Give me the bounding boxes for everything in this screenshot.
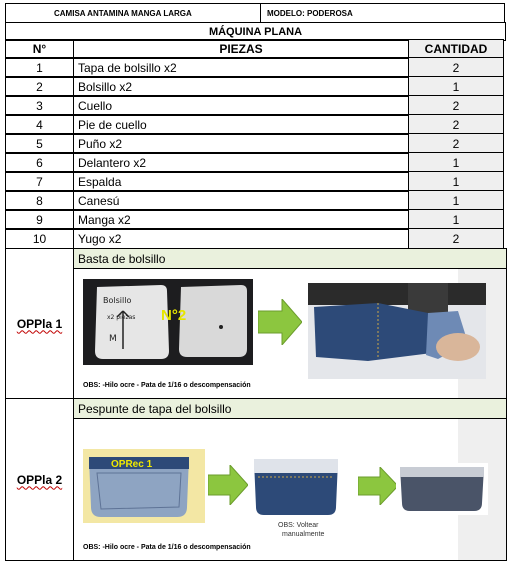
operation-title: Pespunte de tapa del bolsillo [74, 399, 506, 419]
item-num: 7 [5, 171, 74, 192]
pocket-sewn-illustration [250, 455, 342, 521]
item-num: 2 [5, 76, 74, 97]
operation-block [6, 249, 507, 399]
table-row [6, 153, 504, 173]
pocket-sewn-photo [250, 455, 342, 521]
item-piece: Delantero x2 [73, 152, 409, 173]
piece-label: OPRec 1 [111, 459, 153, 470]
item-num: 9 [5, 209, 74, 230]
operation-title: Basta de bolsillo [74, 249, 506, 269]
item-piece: Bolsillo x2 [73, 76, 409, 97]
col-pieces-header: PIEZAS [73, 39, 409, 59]
machine-title: MÁQUINA PLANA [5, 22, 506, 41]
item-piece: Espalda [73, 171, 409, 192]
item-qty: 1 [408, 171, 504, 192]
item-piece: Tapa de bolsillo x2 [73, 57, 409, 78]
item-piece: Manga x2 [73, 209, 409, 230]
sketch-count: x2 piezas [107, 314, 136, 321]
table-row [6, 191, 504, 211]
item-qty: 2 [408, 133, 504, 154]
pattern-photo [83, 279, 253, 365]
note-line: OBS: Voltear [278, 522, 319, 529]
operation-code: OPPla 1 [5, 248, 74, 399]
item-num: 6 [5, 152, 74, 173]
item-piece: Pie de cuello [73, 114, 409, 135]
table-row [6, 77, 504, 97]
item-qty: 1 [408, 152, 504, 173]
operation-block [6, 399, 507, 561]
item-num: 4 [5, 114, 74, 135]
piece-label: N°2 [161, 307, 187, 324]
arrow-right-icon [358, 467, 398, 505]
operation-observation: OBS: -Hilo ocre - Pata de 1/16 o descompensación [83, 382, 251, 389]
item-piece: Yugo x2 [73, 228, 409, 249]
operation-note [278, 521, 324, 539]
operation-observation: OBS: -Hilo ocre - Pata de 1/16 o descompensación [83, 544, 251, 551]
item-piece: Cuello [73, 95, 409, 116]
item-qty: 1 [408, 190, 504, 211]
table-row [6, 58, 504, 78]
item-qty: 1 [408, 76, 504, 97]
operation-body [73, 398, 507, 561]
sewing-photo [308, 283, 486, 379]
item-num: 10 [5, 228, 74, 249]
table-row [6, 134, 504, 154]
item-qty: 2 [408, 95, 504, 116]
header-row [6, 4, 505, 23]
product-name: CAMISA ANTAMINA MANGA LARGA [5, 3, 261, 23]
operation-code: OPPla 2 [5, 398, 74, 561]
table-row [6, 115, 504, 135]
table-row [6, 172, 504, 192]
table-row [6, 229, 504, 249]
table-row [6, 96, 504, 116]
col-num-header: N° [5, 39, 74, 59]
operation-body [73, 248, 507, 399]
item-qty: 2 [408, 114, 504, 135]
item-qty: 1 [408, 209, 504, 230]
arrow-right-icon [208, 465, 248, 505]
item-num: 5 [5, 133, 74, 154]
item-qty: 2 [408, 228, 504, 249]
model-name: MODELO: PODEROSA [260, 3, 505, 23]
table-row [6, 210, 504, 230]
arrow-right-icon [258, 299, 302, 345]
item-num: 8 [5, 190, 74, 211]
pocket-finished-illustration [396, 463, 488, 515]
note-line: manualmente [282, 531, 325, 538]
item-num: 3 [5, 95, 74, 116]
sketch-word: Bolsillo [103, 296, 132, 305]
pocket-flap-photo [83, 449, 205, 523]
col-qty-header: CANTIDAD [408, 39, 504, 59]
item-num: 1 [5, 57, 74, 78]
sewing-illustration [308, 283, 486, 379]
sketch-size: M [109, 334, 117, 344]
pocket-finished-photo [396, 463, 488, 515]
item-piece: Puño x2 [73, 133, 409, 154]
item-qty: 2 [408, 57, 504, 78]
item-piece: Canesú [73, 190, 409, 211]
